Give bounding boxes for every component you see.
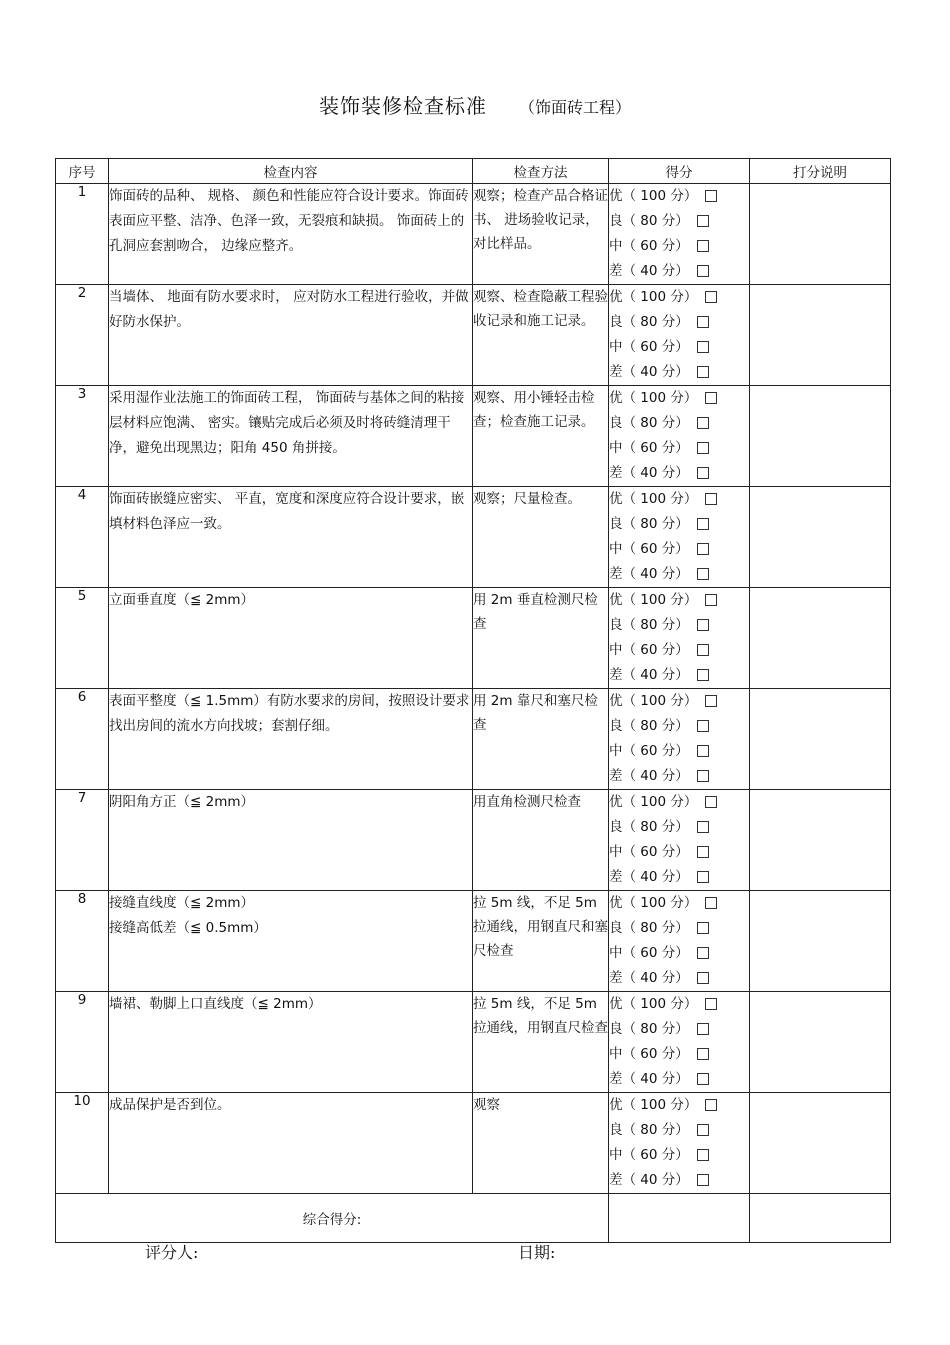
grade-option xyxy=(609,613,749,638)
score-note-cell[interactable] xyxy=(750,588,891,689)
grade-label: 优（ 100 分） xyxy=(609,491,698,507)
title-main: 装饰装修检查标准 xyxy=(318,94,487,118)
grade-option xyxy=(609,966,749,991)
table-row xyxy=(56,1093,891,1194)
grade-label: 优（ 100 分） xyxy=(609,188,698,204)
grade-label: 中（ 60 分） xyxy=(609,541,689,557)
table-header-row xyxy=(56,159,891,184)
grade-checkbox[interactable] xyxy=(697,341,709,353)
grade-label: 良（ 80 分） xyxy=(609,617,689,633)
grade-checkbox[interactable] xyxy=(705,998,717,1010)
table-row xyxy=(56,992,891,1093)
grade-option xyxy=(609,209,749,234)
grade-checkbox[interactable] xyxy=(697,240,709,252)
grade-option xyxy=(609,663,749,688)
grade-checkbox[interactable] xyxy=(705,897,717,909)
grade-label: 差（ 40 分） xyxy=(609,1071,689,1087)
grade-label: 良（ 80 分） xyxy=(609,516,689,532)
grade-option xyxy=(609,1118,749,1143)
grade-label: 良（ 80 分） xyxy=(609,718,689,734)
inspection-method: 拉 5m 线，不足 5m 拉通线，用钢直尺和塞尺检查 xyxy=(473,891,609,992)
row-number: 10 xyxy=(56,1093,109,1194)
table-row xyxy=(56,790,891,891)
score-note-cell[interactable] xyxy=(750,184,891,285)
grade-checkbox[interactable] xyxy=(705,291,717,303)
grade-checkbox[interactable] xyxy=(705,1099,717,1111)
grade-option xyxy=(609,1067,749,1092)
grade-checkbox[interactable] xyxy=(697,1149,709,1161)
grade-option xyxy=(609,285,749,310)
grade-option xyxy=(609,891,749,916)
table-row xyxy=(56,689,891,790)
grade-label: 优（ 100 分） xyxy=(609,895,698,911)
grade-option xyxy=(609,1168,749,1193)
grade-option xyxy=(609,840,749,865)
score-note-cell[interactable] xyxy=(750,790,891,891)
score-note-cell[interactable] xyxy=(750,689,891,790)
grade-label: 差（ 40 分） xyxy=(609,364,689,380)
grade-label: 优（ 100 分） xyxy=(609,592,698,608)
inspection-method: 拉 5m 线，不足 5m 拉通线，用钢直尺检查 xyxy=(473,992,609,1093)
grade-checkbox[interactable] xyxy=(705,594,717,606)
inspection-table xyxy=(55,158,891,1243)
grade-label: 中（ 60 分） xyxy=(609,1046,689,1062)
grade-label: 中（ 60 分） xyxy=(609,945,689,961)
evaluator-label: 评分人: xyxy=(145,1243,199,1262)
grade-option xyxy=(609,1042,749,1067)
grade-label: 优（ 100 分） xyxy=(609,390,698,406)
grade-checkbox[interactable] xyxy=(697,871,709,883)
grade-option xyxy=(609,714,749,739)
table-row xyxy=(56,386,891,487)
score-options xyxy=(609,992,750,1093)
header-note: 打分说明 xyxy=(750,159,891,184)
grade-label: 良（ 80 分） xyxy=(609,1021,689,1037)
inspection-content: 采用湿作业法施工的饰面砖工程， 饰面砖与基体之间的粘接层材料应饱满、 密实。镶贴完成后必须及时将砖缝清理干净，避免出现黑边；阳角 450 角拼接。 xyxy=(109,386,473,487)
grade-option xyxy=(609,764,749,789)
grade-label: 中（ 60 分） xyxy=(609,743,689,759)
grade-checkbox[interactable] xyxy=(697,972,709,984)
grade-checkbox[interactable] xyxy=(697,922,709,934)
grade-checkbox[interactable] xyxy=(697,215,709,227)
grade-checkbox[interactable] xyxy=(697,265,709,277)
grade-option xyxy=(609,436,749,461)
row-number: 7 xyxy=(56,790,109,891)
score-options xyxy=(609,891,750,992)
score-options xyxy=(609,588,750,689)
grade-checkbox[interactable] xyxy=(697,442,709,454)
inspection-content: 表面平整度（≦ 1.5mm）有防水要求的房间，按照设计要求找出房间的流水方向找坡；套割仔细。 xyxy=(109,689,473,790)
grade-option xyxy=(609,941,749,966)
grade-checkbox[interactable] xyxy=(697,1124,709,1136)
score-options xyxy=(609,285,750,386)
grade-option xyxy=(609,512,749,537)
total-row xyxy=(56,1194,891,1243)
table-row xyxy=(56,487,891,588)
grade-label: 差（ 40 分） xyxy=(609,768,689,784)
inspection-method: 用直角检测尺检查 xyxy=(473,790,609,891)
grade-option xyxy=(609,588,749,613)
row-number: 9 xyxy=(56,992,109,1093)
header-num: 序号 xyxy=(56,159,109,184)
grade-checkbox[interactable] xyxy=(705,695,717,707)
grade-option xyxy=(609,386,749,411)
grade-checkbox[interactable] xyxy=(697,821,709,833)
grade-option xyxy=(609,461,749,486)
grade-label: 中（ 60 分） xyxy=(609,238,689,254)
grade-checkbox[interactable] xyxy=(697,467,709,479)
total-note-cell[interactable] xyxy=(750,1194,891,1243)
grade-checkbox[interactable] xyxy=(697,720,709,732)
inspection-content: 当墙体、 地面有防水要求时， 应对防水工程进行验收，并做好防水保护。 xyxy=(109,285,473,386)
grade-option xyxy=(609,790,749,815)
grade-label: 良（ 80 分） xyxy=(609,213,689,229)
row-number: 1 xyxy=(56,184,109,285)
grade-option xyxy=(609,865,749,890)
total-label: 综合得分: xyxy=(56,1194,609,1243)
grade-option xyxy=(609,1093,749,1118)
grade-checkbox[interactable] xyxy=(697,518,709,530)
inspection-content: 饰面砖的品种、 规格、 颜色和性能应符合设计要求。饰面砖表面应平整、洁净、色泽一致，无裂痕和缺损。 饰面砖上的孔洞应套割吻合， 边缘应整齐。 xyxy=(109,184,473,285)
score-note-cell[interactable] xyxy=(750,285,891,386)
total-score-cell[interactable] xyxy=(609,1194,750,1243)
grade-label: 中（ 60 分） xyxy=(609,1147,689,1163)
inspection-method: 观察、用小锤轻击检查；检查施工记录。 xyxy=(473,386,609,487)
title-sub: （饰面砖工程） xyxy=(518,98,631,117)
grade-checkbox[interactable] xyxy=(697,846,709,858)
grade-label: 良（ 80 分） xyxy=(609,819,689,835)
grade-option xyxy=(609,259,749,284)
score-options xyxy=(609,1093,750,1194)
grade-label: 差（ 40 分） xyxy=(609,667,689,683)
grade-checkbox[interactable] xyxy=(697,1174,709,1186)
page-title xyxy=(0,90,950,119)
row-number: 2 xyxy=(56,285,109,386)
row-number: 6 xyxy=(56,689,109,790)
table-row xyxy=(56,588,891,689)
score-note-cell[interactable] xyxy=(750,1093,891,1194)
score-options xyxy=(609,487,750,588)
grade-label: 差（ 40 分） xyxy=(609,869,689,885)
grade-checkbox[interactable] xyxy=(697,770,709,782)
inspection-content: 接缝直线度（≦ 2mm） 接缝高低差（≦ 0.5mm） xyxy=(109,891,473,992)
grade-checkbox[interactable] xyxy=(697,619,709,631)
grade-label: 优（ 100 分） xyxy=(609,693,698,709)
grade-checkbox[interactable] xyxy=(697,745,709,757)
grade-label: 差（ 40 分） xyxy=(609,566,689,582)
grade-checkbox[interactable] xyxy=(697,644,709,656)
grade-checkbox[interactable] xyxy=(697,947,709,959)
grade-checkbox[interactable] xyxy=(697,669,709,681)
inspection-content: 成品保护是否到位。 xyxy=(109,1093,473,1194)
grade-option xyxy=(609,1017,749,1042)
grade-label: 优（ 100 分） xyxy=(609,289,698,305)
grade-option xyxy=(609,184,749,209)
grade-option xyxy=(609,310,749,335)
grade-label: 优（ 100 分） xyxy=(609,996,698,1012)
score-options xyxy=(609,386,750,487)
grade-checkbox[interactable] xyxy=(697,1023,709,1035)
grade-option xyxy=(609,360,749,385)
row-number: 8 xyxy=(56,891,109,992)
score-note-cell[interactable] xyxy=(750,891,891,992)
score-options xyxy=(609,790,750,891)
inspection-method: 观察；尺量检查。 xyxy=(473,487,609,588)
table-row xyxy=(56,285,891,386)
grade-option xyxy=(609,916,749,941)
grade-option xyxy=(609,1143,749,1168)
header-method: 检查方法 xyxy=(473,159,609,184)
header-score: 得分 xyxy=(609,159,750,184)
grade-label: 差（ 40 分） xyxy=(609,465,689,481)
inspection-method: 用 2m 垂直检测尺检查 xyxy=(473,588,609,689)
grade-option xyxy=(609,234,749,259)
grade-option xyxy=(609,562,749,587)
inspection-method: 观察、检查隐蔽工程验收记录和施工记录。 xyxy=(473,285,609,386)
grade-label: 优（ 100 分） xyxy=(609,1097,698,1113)
grade-option xyxy=(609,335,749,360)
grade-checkbox[interactable] xyxy=(697,1073,709,1085)
score-note-cell[interactable] xyxy=(750,386,891,487)
score-note-cell[interactable] xyxy=(750,487,891,588)
grade-label: 优（ 100 分） xyxy=(609,794,698,810)
inspection-content: 饰面砖嵌缝应密实、 平直，宽度和深度应符合设计要求，嵌填材料色泽应一致。 xyxy=(109,487,473,588)
inspection-content: 墙裙、勒脚上口直线度（≦ 2mm） xyxy=(109,992,473,1093)
grade-checkbox[interactable] xyxy=(705,493,717,505)
header-content: 检查内容 xyxy=(109,159,473,184)
grade-option xyxy=(609,537,749,562)
grade-option xyxy=(609,992,749,1017)
grade-label: 中（ 60 分） xyxy=(609,339,689,355)
grade-option xyxy=(609,411,749,436)
grade-label: 良（ 80 分） xyxy=(609,415,689,431)
inspection-method: 观察 xyxy=(473,1093,609,1194)
grade-label: 差（ 40 分） xyxy=(609,1172,689,1188)
row-number: 3 xyxy=(56,386,109,487)
grade-label: 差（ 40 分） xyxy=(609,970,689,986)
grade-checkbox[interactable] xyxy=(705,190,717,202)
grade-checkbox[interactable] xyxy=(697,417,709,429)
score-note-cell[interactable] xyxy=(750,992,891,1093)
grade-option xyxy=(609,815,749,840)
grade-label: 良（ 80 分） xyxy=(609,920,689,936)
inspection-content: 阴阳角方正（≦ 2mm） xyxy=(109,790,473,891)
grade-checkbox[interactable] xyxy=(697,568,709,580)
grade-option xyxy=(609,739,749,764)
score-options xyxy=(609,184,750,285)
inspection-method: 观察；检查产品合格证书、 进场验收记录，对比样品。 xyxy=(473,184,609,285)
date-label: 日期: xyxy=(518,1243,556,1262)
grade-label: 良（ 80 分） xyxy=(609,1122,689,1138)
row-number: 4 xyxy=(56,487,109,588)
row-number: 5 xyxy=(56,588,109,689)
grade-option xyxy=(609,689,749,714)
inspection-content: 立面垂直度（≦ 2mm） xyxy=(109,588,473,689)
grade-label: 良（ 80 分） xyxy=(609,314,689,330)
grade-checkbox[interactable] xyxy=(697,543,709,555)
grade-checkbox[interactable] xyxy=(705,392,717,404)
grade-checkbox[interactable] xyxy=(705,796,717,808)
grade-option xyxy=(609,638,749,663)
grade-label: 中（ 60 分） xyxy=(609,440,689,456)
grade-label: 中（ 60 分） xyxy=(609,642,689,658)
grade-option xyxy=(609,487,749,512)
table-row xyxy=(56,891,891,992)
grade-checkbox[interactable] xyxy=(697,366,709,378)
grade-checkbox[interactable] xyxy=(697,316,709,328)
inspection-method: 用 2m 靠尺和塞尺检查 xyxy=(473,689,609,790)
score-options xyxy=(609,689,750,790)
grade-checkbox[interactable] xyxy=(697,1048,709,1060)
table-row xyxy=(56,184,891,285)
grade-label: 中（ 60 分） xyxy=(609,844,689,860)
grade-label: 差（ 40 分） xyxy=(609,263,689,279)
